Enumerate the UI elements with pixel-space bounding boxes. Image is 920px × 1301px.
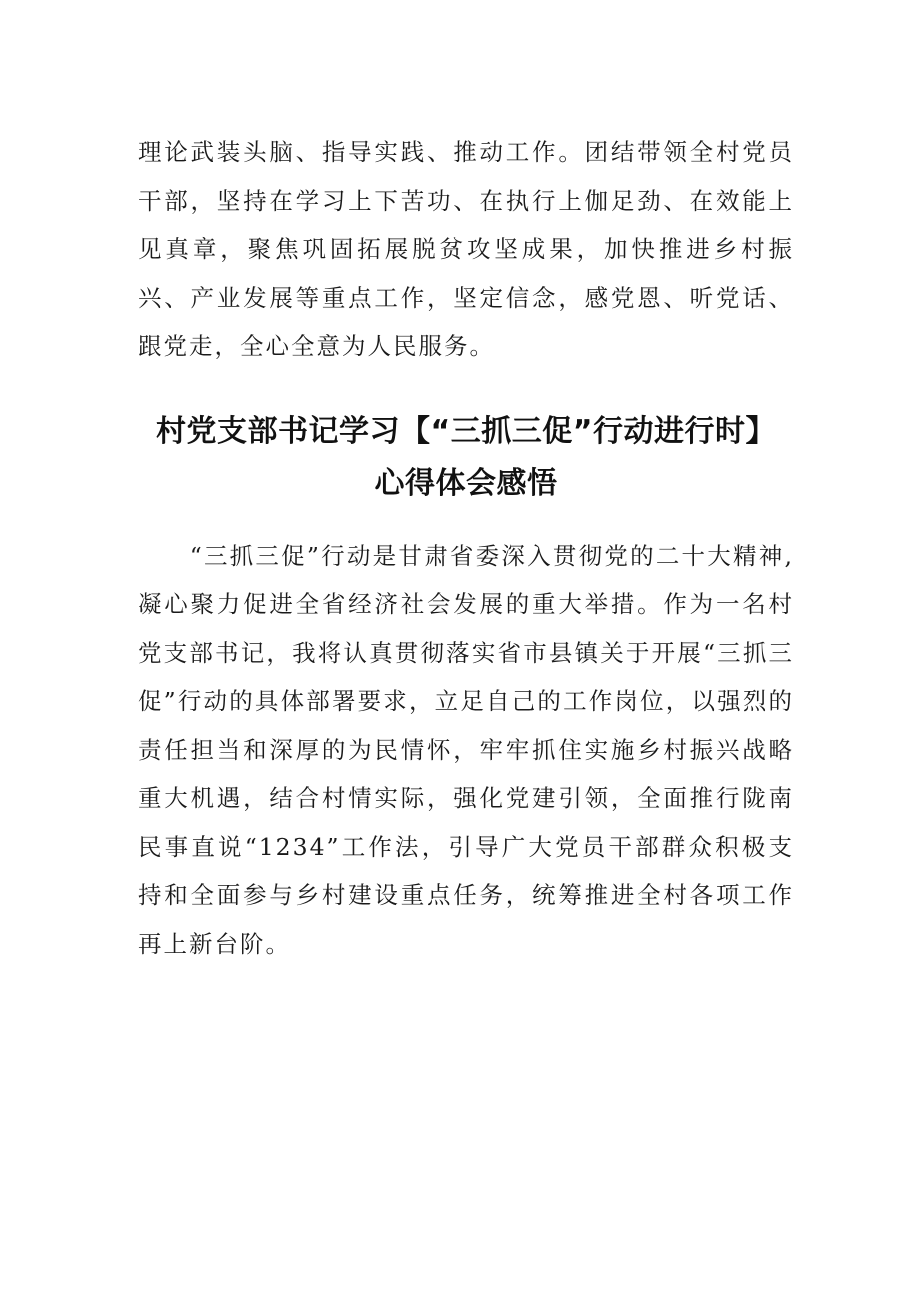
continued-paragraph: 理论武装头脑、指导实践、推动工作。团结带领全村党员干部，坚持在学习上下苦功、在执行上伽足劲、在效能上见真章，聚焦巩固拓展脱贫攻坚成果，加快推进乡村振兴、产业发展等重点工作，坚定信念，感党恩、听党话、跟党走，全心全意为人民服务。 [138,138,794,360]
article-title [138,371,794,532]
title-line-2: 心得体会感悟 [374,465,558,501]
title-line-1: 村党支部书记学习【“三抓三促”行动进行时】 [156,413,776,449]
document-content [138,128,794,968]
body-paragraph: “三抓三促”行动是甘肃省委深入贯彻党的二十大精神,凝心聚力促进全省经济社会发展的重大举措。作为一名村党支部书记，我将认真贯彻落实省市县镇关于开展“三抓三促”行动的具体部署要求，立足自己的工作岗位，以强烈的责任担当和深厚的为民情怀，牢牢抓住实施乡村振兴战略重大机遇，结合村情实际，强化党建引领，全面推行陇南民事直说“1234”工作法，引导广大党员干部群众积极支持和全面参与乡村建设重点任务，统筹推进全村各项工作再上新台阶。 [138,541,794,958]
